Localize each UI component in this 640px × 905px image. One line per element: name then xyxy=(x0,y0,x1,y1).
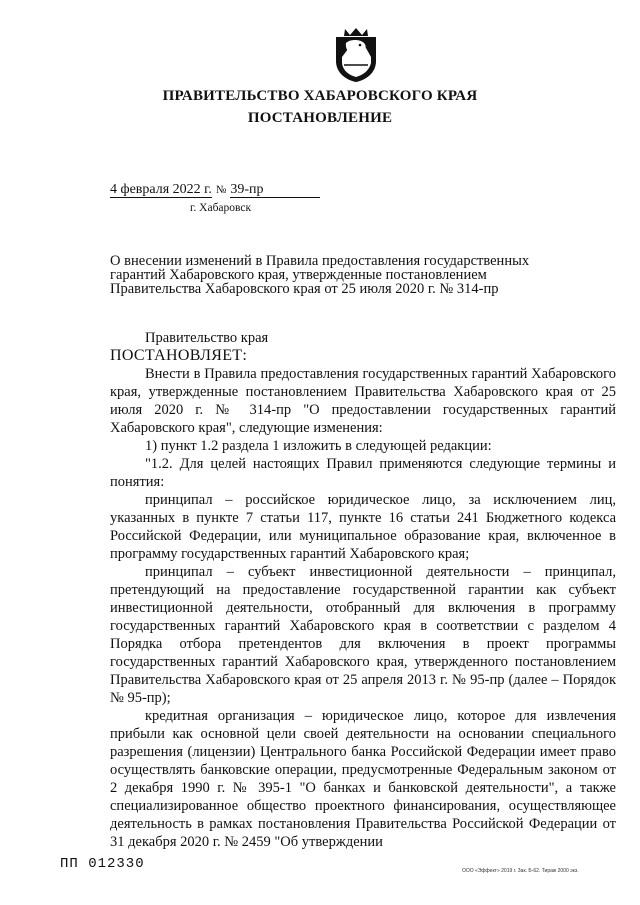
intro-government: Правительство края xyxy=(145,330,269,346)
khabarovsk-coat-of-arms-icon xyxy=(331,27,381,83)
paragraph: "1.2. Для целей настоящих Правил применяются следующие термины и понятия: xyxy=(110,456,616,490)
date-number-line xyxy=(110,182,320,198)
paragraph: принципал – субъект инвестиционной деятельности – принципал, претендующий на предоставление государственной гарантии как субъект инвестиционной деятельности, отобранный для включения в программу государственных гарантий Хабаровского края в соответствии с разделом 4 Порядка отбора претендентов для включения в проект программы государственных гарантий Хабаровского края, утвержденного постановлением Правительства Хабаровского края от 25 апреля 2013 г. № 95-пр (далее – Порядок № 95-пр); xyxy=(110,564,616,706)
org-title: ПРАВИТЕЛЬСТВО ХАБАРОВСКОГО КРАЯ xyxy=(162,88,478,104)
document-number: 39-пр xyxy=(230,182,320,198)
print-info: ООО «Эффект» 2019 г. Зак. Б-62. Тираж 2000 экз. xyxy=(462,868,579,874)
paragraph: принципал – российское юридическое лицо, за исключением лиц, указанных в пункте 7 статьи 117, пункте 16 статьи 241 Бюджетного кодекса Российской Федерации, или муниципальное образование края, включенное в программу государственных гарантий Хабаровского края; xyxy=(110,492,616,562)
form-serial-number: ПП 012330 xyxy=(60,856,145,872)
document-body xyxy=(110,329,616,851)
document-date: 4 февраля 2022 г. xyxy=(110,182,212,197)
number-sign: № xyxy=(215,184,227,196)
document-type: ПОСТАНОВЛЕНИЕ xyxy=(247,110,393,126)
paragraph: кредитная организация – юридическое лицо, которое для извлечения прибыли как основной цели своей деятельности на основании специального разрешения (лицензии) Центрального банка Российской Федерации имеет право осуществлять банковские операции, предусмотренные Федеральным законом от 2 декабря 1990 г. № 395-1 "О банках и банковской деятельности", а также специализированное общество проектного финансирования, осуществляющее деятельность в рамках постановления Правительства Российской Федерации от 31 декабря 2020 г. № 2459 "Об утверждении xyxy=(110,708,616,850)
document-subject: О внесении изменений в Правила предоставления государственных гарантий Хабаровского края, утвержденные постановлением Правительства Хабаровского края от 25 июля 2020 г. № 314-пр xyxy=(110,253,530,297)
city: г. Хабаровск xyxy=(190,202,252,214)
paragraph: 1) пункт 1.2 раздела 1 изложить в следующей редакции: xyxy=(145,438,492,454)
paragraph: Внести в Правила предоставления государственных гарантий Хабаровского края, утвержденные постановлением Правительства Хабаровского края от 25 июля 2020 г. № 314-пр "О предоставлении государственных гарантий Хабаровского края", следующие изменения: xyxy=(110,366,616,436)
intro-decree: ПОСТАНОВЛЯЕТ: xyxy=(110,347,248,364)
